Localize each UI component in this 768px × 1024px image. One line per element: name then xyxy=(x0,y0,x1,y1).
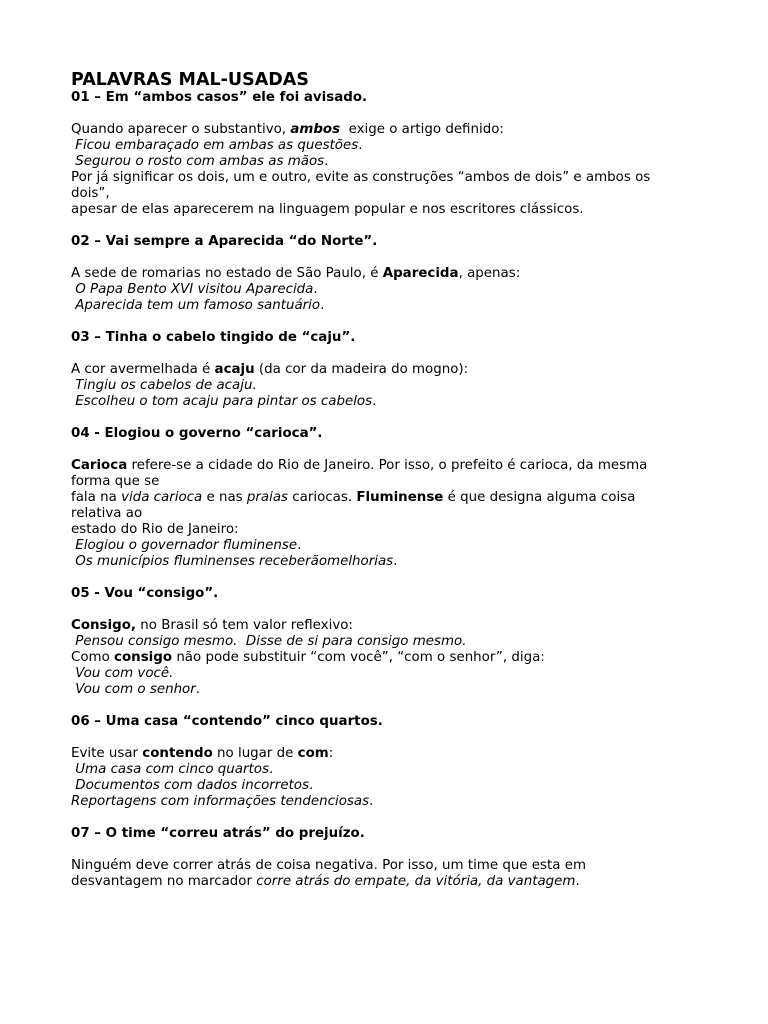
section-1 xyxy=(71,90,701,218)
paragraph-line xyxy=(71,266,701,282)
section-4 xyxy=(71,426,701,570)
section-3 xyxy=(71,330,701,410)
sections-container xyxy=(71,90,701,890)
text-run: relativa ao xyxy=(71,506,143,521)
text-run: Aparecida tem um famoso santuário xyxy=(71,298,321,313)
paragraph-line xyxy=(71,634,701,650)
text-run: . xyxy=(313,282,318,297)
text-run: . xyxy=(308,778,314,793)
text-run: refere-se a cidade do Rio de Janeiro. Por isso, o prefeito é carioca, da mesma xyxy=(127,458,648,473)
text-run: . xyxy=(575,874,580,889)
text-run: praias xyxy=(246,490,289,505)
section-heading: 02 – Vai sempre a Aparecida “do Norte”. xyxy=(71,234,378,249)
paragraph-line xyxy=(71,394,701,410)
text-run: corre atrás do empate, da vitória, da vantagem xyxy=(256,874,576,889)
paragraph-line xyxy=(71,138,701,154)
text-run: , apenas: xyxy=(458,266,521,281)
paragraph-line xyxy=(71,490,701,506)
text-run: Uma casa com cinco quartos xyxy=(71,762,269,777)
paragraph-line xyxy=(71,794,701,810)
text-run: exige o artigo definido: xyxy=(340,122,504,137)
text-run: : xyxy=(328,746,334,761)
text-run: no lugar de xyxy=(212,746,298,761)
text-run: Tingiu os cabelos de acaju. xyxy=(71,378,257,393)
section-heading: 06 – Uma casa “contendo” cinco quartos. xyxy=(71,714,383,729)
section-heading: 05 - Vou “consigo”. xyxy=(71,586,219,601)
text-run: Consigo, xyxy=(71,618,136,633)
paragraph-line xyxy=(71,202,701,218)
paragraph-line xyxy=(71,122,701,138)
document-page xyxy=(71,70,701,906)
text-run: Fluminense xyxy=(356,490,444,505)
text-run: O Papa Bento XVI visitou Aparecida xyxy=(71,282,314,297)
text-run: A cor avermelhada é xyxy=(71,362,215,377)
text-run: dois”, xyxy=(71,186,110,201)
text-run: Ninguém deve correr atrás de coisa negativa. Por isso, um time que esta em xyxy=(71,858,587,873)
paragraph-line xyxy=(71,682,701,698)
paragraph-line xyxy=(71,474,701,490)
paragraph-line xyxy=(71,298,701,314)
text-run: desvantagem no marcador xyxy=(71,874,257,889)
text-run: . xyxy=(268,762,274,777)
text-run: consigo xyxy=(114,650,173,665)
paragraph-line xyxy=(71,762,701,778)
text-run: A sede de romarias no estado de São Paulo, é xyxy=(71,266,383,281)
text-run: Segurou o rosto com ambas as mãos xyxy=(71,154,325,169)
text-run: . xyxy=(393,554,398,569)
text-run: Escolheu o tom acaju para pintar os cabelos xyxy=(71,394,373,409)
paragraph-line xyxy=(71,618,701,634)
text-run: estado do Rio de Janeiro: xyxy=(71,522,239,537)
paragraph-line xyxy=(71,506,701,522)
section-6 xyxy=(71,714,701,810)
paragraph-line xyxy=(71,650,701,666)
paragraph-line xyxy=(71,154,701,170)
text-run: (da cor da madeira do mogno): xyxy=(254,362,469,377)
text-run: . xyxy=(369,794,374,809)
text-run: Documentos com dados incorretos xyxy=(71,778,309,793)
section-heading: 07 – O time “correu atrás” do prejuízo. xyxy=(71,826,365,841)
text-run: apesar de elas aparecerem na linguagem popular e nos escritores clássicos. xyxy=(71,202,584,217)
section-2 xyxy=(71,234,701,314)
text-run: Aparecida xyxy=(382,266,459,281)
text-run: Como xyxy=(71,650,115,665)
text-run: . xyxy=(195,682,201,697)
section-heading: 01 – Em “ambos casos” ele foi avisado. xyxy=(71,90,368,105)
text-run: . xyxy=(324,154,329,169)
text-run: . xyxy=(320,298,325,313)
text-run: Os municípios fluminenses receberãomelhorias xyxy=(71,554,394,569)
text-run: Reportagens com informações tendenciosas xyxy=(71,794,370,809)
section-5 xyxy=(71,586,701,698)
paragraph-line xyxy=(71,538,701,554)
paragraph-line xyxy=(71,282,701,298)
section-7 xyxy=(71,826,701,890)
paragraph-line xyxy=(71,874,701,890)
text-run: não pode substituir “com você”, “com o senhor”, diga: xyxy=(172,650,545,665)
text-run: Pensou consigo mesmo. Disse de si para consigo mesmo. xyxy=(71,634,467,649)
text-run: cariocas. xyxy=(288,490,357,505)
paragraph-line xyxy=(71,858,701,874)
paragraph-line xyxy=(71,378,701,394)
text-run: fala na xyxy=(71,490,122,505)
text-run: contendo xyxy=(142,746,213,761)
text-run: Ficou embaraçado em ambas as questões xyxy=(71,138,359,153)
text-run: Por já significar os dois, um e outro, evite as construções “ambos de dois” e ambos os xyxy=(71,170,651,185)
text-run: Vou com você. xyxy=(71,666,174,681)
paragraph-line xyxy=(71,746,701,762)
text-run: com xyxy=(297,746,329,761)
text-run: . xyxy=(358,138,363,153)
text-run: no Brasil só tem valor reflexivo: xyxy=(136,618,353,633)
paragraph-line xyxy=(71,522,701,538)
document-title: PALAVRAS MAL-USADAS xyxy=(71,70,309,90)
text-run: . xyxy=(297,538,302,553)
paragraph-line xyxy=(71,362,701,378)
text-run: . xyxy=(372,394,377,409)
paragraph-line xyxy=(71,170,701,186)
paragraph-line xyxy=(71,458,701,474)
section-heading: 04 - Elogiou o governo “carioca”. xyxy=(71,426,323,441)
text-run: forma que se xyxy=(71,474,160,489)
text-run: Vou com o senhor xyxy=(71,682,196,697)
paragraph-line xyxy=(71,554,701,570)
text-run: Evite usar xyxy=(71,746,143,761)
paragraph-line xyxy=(71,186,701,202)
text-run: acaju xyxy=(214,362,255,377)
paragraph-line xyxy=(71,778,701,794)
section-heading: 03 – Tinha o cabelo tingido de “caju”. xyxy=(71,330,356,345)
text-run: é que designa alguma coisa xyxy=(443,490,636,505)
text-run: Carioca xyxy=(71,458,128,473)
paragraph-line xyxy=(71,666,701,682)
text-run: ambos xyxy=(290,122,341,137)
text-run: e nas xyxy=(202,490,247,505)
text-run: vida carioca xyxy=(121,490,203,505)
text-run: Elogiou o governador fluminense xyxy=(71,538,298,553)
text-run: Quando aparecer o substantivo, xyxy=(71,122,291,137)
